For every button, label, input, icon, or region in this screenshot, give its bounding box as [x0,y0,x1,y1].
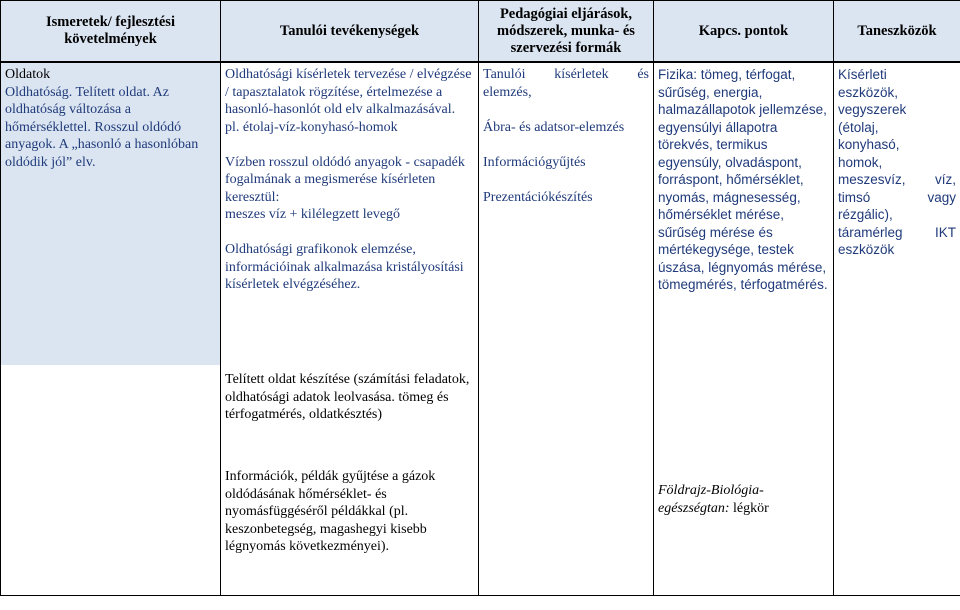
activities-cell [221,448,479,596]
links-cell [654,62,834,365]
header-links: Kapcs. pontok [654,1,834,63]
method-item: Tanulói kísérletek és [483,67,649,82]
activities-cell [221,62,479,365]
method-item: elemzés, [483,84,532,100]
activity-paragraph: Vízben rosszul oldódó anyagok - csapadék fogalmának a megismerése kísérleten keresztül: [225,154,465,205]
table-row [1,365,960,448]
requirements-cell [1,365,221,448]
activity-paragraph: Oldhatósági kísérletek tervezése / elvégzése / tapasztalatok rögzítése, értelmezése a hasonló-hasonlót old elv alkalmazásával. [225,67,472,117]
header-tools: Taneszközök [834,1,960,63]
table-row [1,62,960,365]
activity-example: pl. étolaj-víz-konyhasó-homok [225,119,398,135]
tools-line: timsó vagy [838,189,956,205]
links-cell [654,448,834,596]
links-topic: légkör [729,500,769,516]
activity-paragraph: Információk, példák gyűjtése a gázok oldódásának hőmérséklet- és nyomásfüggéséről példákkal (pl. keszonbetegség, magashegyi kisebb légnyomás következményei). [225,469,436,554]
method-item: Információgyűjtés [483,154,586,170]
tools-line: eszközök, [838,84,899,100]
activity-example: meszes víz + kilélegzett levegő [225,207,401,222]
methods-cell [479,365,654,448]
method-item: Ábra- és adatsor-elemzés [483,119,625,135]
header-requirements: Ismeretek/ fejlesztési követelmények [1,1,221,63]
links-text: Fizika: tömeg, térfogat, sűrűség, energia, halmazállapotok jellemzése, egyensúlyi állapotra törekvés, termikus egyensúly, olvadáspont, forráspont, hőmérséklet, nyomás, mágnesesség, hőmérséklet mérése, sűrűség mérése és mértékegysége, testek úszása, légnyomás mérése, tömegmérés, térfogatmérés. [658,67,828,292]
activity-paragraph: Oldhatósági grafikonok elemzése, információinak alkalmazása kristályosítási kísérletek elvégzéséhez. [225,242,464,292]
methods-cell [479,62,654,365]
tools-line: meszesvíz, víz, [838,172,956,187]
methods-cell [479,448,654,596]
tools-cell [834,448,960,596]
tools-line: konyhasó, [838,137,900,152]
requirements-cell [1,62,221,365]
tools-line: eszközök [838,242,895,257]
header-row [1,1,960,63]
tools-line: Kísérleti [838,67,887,82]
tools-line: (étolaj, [838,119,879,135]
activities-cell [221,365,479,448]
tools-line: rézgálic), [838,207,893,222]
requirements-cell [1,448,221,596]
method-item: Prezentációkészítés [483,189,593,205]
tools-line: homok, [838,154,883,170]
tools-line: vegyszerek [838,102,907,117]
header-methods: Pedagógiai eljárások, módszerek, munka- és szervezési formák [479,1,654,63]
tools-line: táramérleg IKT [838,224,956,240]
table-row [1,448,960,596]
topic-text: Oldhatóság. Telített oldat. Az oldhatóság változása a hőmérséklettel. Rosszul oldódó anyagok. A „hasonló a hasonlóban oldódik jól” elv. [5,84,199,170]
links-cell [654,365,834,448]
tools-cell [834,365,960,448]
header-activities: Tanulói tevékenységek [221,1,479,63]
topic-title: Oldatok [5,67,51,82]
links-subject: Földrajz-Biológia-egészségtan: [658,483,764,516]
activity-paragraph: Telített oldat készítése (számítási feladatok, oldhatósági adatok leolvasása. tömeg és térfogatmérés, oldatkésztés) [225,372,470,422]
tools-cell [834,62,960,365]
